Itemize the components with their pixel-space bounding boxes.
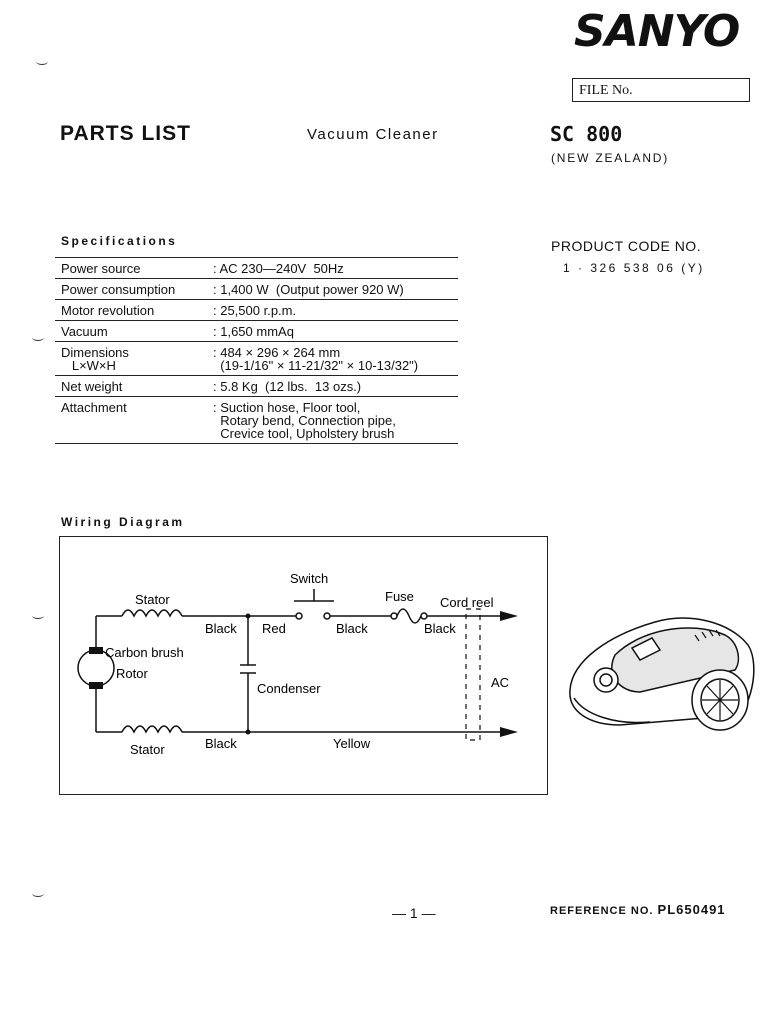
spec-label: Attachment	[55, 397, 201, 444]
spec-row	[55, 397, 458, 444]
reference-number	[550, 902, 726, 917]
label-switch: Switch	[290, 571, 329, 586]
spec-value: : 5.8 Kg (12 lbs. 13 ozs.)	[201, 376, 458, 397]
spec-row	[55, 321, 458, 342]
spec-label: Dimensions L×W×H	[55, 342, 201, 376]
spec-label: Vacuum	[55, 321, 201, 342]
reference-label: REFERENCE NO.	[550, 905, 654, 917]
file-no-box: FILE No.	[572, 78, 750, 102]
label-stator-top: Stator	[135, 592, 170, 607]
specifications-heading: Specifications	[61, 234, 178, 248]
wiring-diagram	[59, 536, 548, 795]
spec-row	[55, 376, 458, 397]
spec-value: : AC 230—240V 50Hz	[201, 258, 458, 279]
label-stator-bottom: Stator	[130, 742, 165, 757]
wiring-diagram-heading: Wiring Diagram	[61, 515, 185, 529]
margin-mark	[36, 58, 48, 65]
stator-coil-bottom	[122, 726, 182, 732]
label-cord-reel: Cord reel	[440, 595, 494, 610]
margin-mark	[32, 890, 44, 897]
spec-label: Motor revolution	[55, 300, 201, 321]
margin-mark	[32, 612, 44, 619]
cord-reel-box	[466, 609, 480, 740]
label-black-3: Black	[424, 621, 456, 636]
spec-row	[55, 279, 458, 300]
spec-row	[55, 258, 458, 279]
fuse-symbol	[397, 609, 421, 623]
page-number: — 1 —	[392, 905, 436, 921]
arrow-top	[500, 611, 518, 621]
label-fuse: Fuse	[385, 589, 414, 604]
label-red: Red	[262, 621, 286, 636]
spec-label: Power source	[55, 258, 201, 279]
spec-row	[55, 342, 458, 376]
product-code-label: PRODUCT CODE NO.	[551, 238, 702, 254]
label-black-1: Black	[205, 621, 237, 636]
vacuum-cleaner-illustration	[560, 600, 760, 755]
label-black-2: Black	[336, 621, 368, 636]
region: (NEW ZEALAND)	[551, 151, 670, 165]
label-condenser: Condenser	[257, 681, 321, 696]
spec-row	[55, 300, 458, 321]
label-black-4: Black	[205, 736, 237, 751]
reference-value: PL650491	[657, 902, 726, 917]
sanyo-logo: SANYO	[574, 6, 740, 57]
arrow-bottom	[500, 727, 518, 737]
spec-value: : 1,400 W (Output power 920 W)	[201, 279, 458, 300]
spec-value: : 484 × 296 × 264 mm (19-1/16" × 11-21/32" × 10-13/32")	[201, 342, 458, 376]
stator-coil-top	[122, 610, 182, 616]
label-carbon-brush: Carbon brush	[105, 645, 184, 660]
spec-value: : Suction hose, Floor tool, Rotary bend, Connection pipe, Crevice tool, Upholstery brush	[201, 397, 458, 444]
product-type: Vacuum Cleaner	[307, 126, 439, 143]
margin-mark	[32, 334, 44, 341]
label-ac: AC	[491, 675, 510, 690]
label-yellow: Yellow	[333, 736, 371, 751]
specifications-table	[55, 257, 458, 444]
spec-value: : 1,650 mmAq	[201, 321, 458, 342]
carbon-brush-top	[89, 647, 103, 654]
wiring-diagram-svg	[60, 537, 547, 794]
spec-value: : 25,500 r.p.m.	[201, 300, 458, 321]
product-code-value: 1 · 326 538 06 (Y)	[563, 261, 705, 275]
spec-label: Net weight	[55, 376, 201, 397]
spec-label: Power consumption	[55, 279, 201, 300]
carbon-brush-bottom	[89, 682, 103, 689]
model-number: SC 800	[550, 122, 623, 146]
page-title: PARTS LIST	[60, 122, 191, 145]
label-rotor: Rotor	[116, 666, 148, 681]
